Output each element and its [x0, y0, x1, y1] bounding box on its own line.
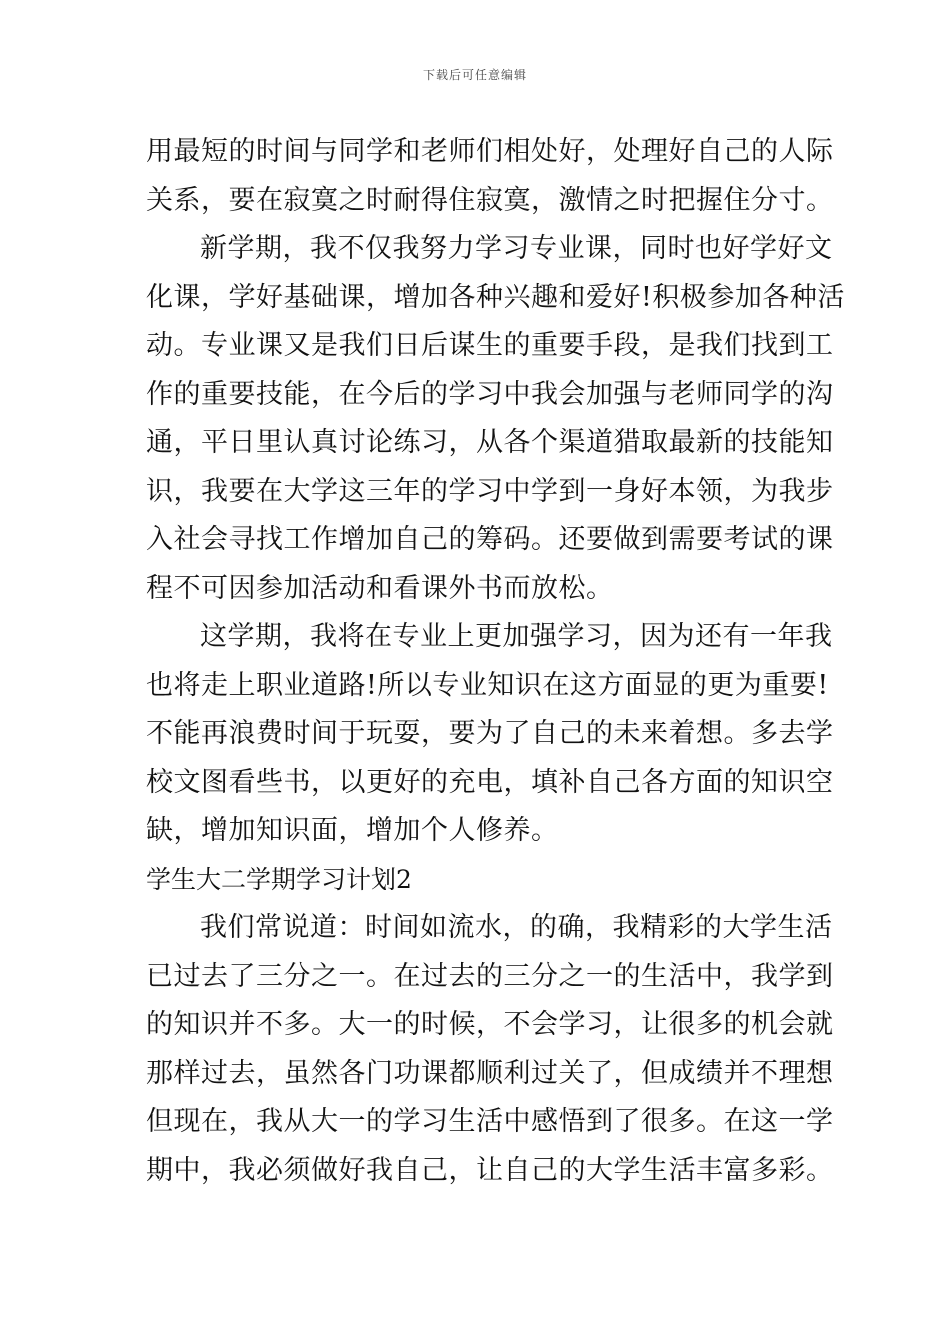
- text-line: 用最短的时间与同学和老师们相处好，处理好自己的人际: [146, 136, 834, 167]
- text-line: 动。专业课又是我们日后谋生的重要手段，是我们找到工: [146, 330, 834, 361]
- text-line: 校文图看些书，以更好的充电，填补自己各方面的知识空: [146, 766, 834, 798]
- header-note: 下载后可任意编辑: [422, 68, 527, 82]
- text-line: 入社会寻找工作增加自己的筹码。还要做到需要考试的课: [146, 524, 834, 555]
- text-line: 但现在，我从大一的学习生活中感悟到了很多。在这一学: [146, 1106, 834, 1137]
- paragraph-start-line: 这学期，我将在专业上更加强学习，因为还有一年我: [200, 621, 833, 652]
- paragraph-start-line: 我们常说道：时间如流水，的确，我精彩的大学生活: [200, 912, 833, 943]
- text-line: 化课，学好基础课，增加各种兴趣和爱好!积极参加各种活: [146, 281, 845, 313]
- text-line: 不能再浪费时间于玩耍，要为了自己的未来着想。多去学: [146, 718, 834, 749]
- text-line: 缺，增加知识面，增加个人修养。: [146, 815, 559, 846]
- paragraph-start-line: 新学期，我不仅我努力学习专业课，同时也好学好文: [200, 233, 833, 264]
- text-line: 已过去了三分之一。在过去的三分之一的生活中，我学到: [146, 960, 834, 992]
- text-line: 那样过去，虽然各门功课都顺利过关了，但成绩并不理想: [146, 1057, 834, 1089]
- text-line: 通，平日里认真讨论练习，从各个渠道猎取最新的技能知: [146, 427, 834, 458]
- text-line: 关系，要在寂寞之时耐得住寂寞，激情之时把握住分寸。: [146, 184, 834, 216]
- text-line: 作的重要技能，在今后的学习中我会加强与老师同学的沟: [146, 378, 834, 410]
- text-line: 识，我要在大学这三年的学习中学到一身好本领，为我步: [146, 475, 834, 507]
- document-body: [146, 128, 845, 1195]
- section-heading: 学生大二学期学习计划2: [146, 864, 412, 894]
- text-line: 期中，我必须做好我自己，让自己的大学生活丰富多彩。: [146, 1154, 834, 1186]
- text-line: 也将走上职业道路!所以专业知识在这方面显的更为重要!: [146, 669, 829, 701]
- text-line: 的知识并不多。大一的时候，不会学习，让很多的机会就: [146, 1009, 834, 1040]
- text-line: 程不可因参加活动和看课外书而放松。: [146, 572, 614, 604]
